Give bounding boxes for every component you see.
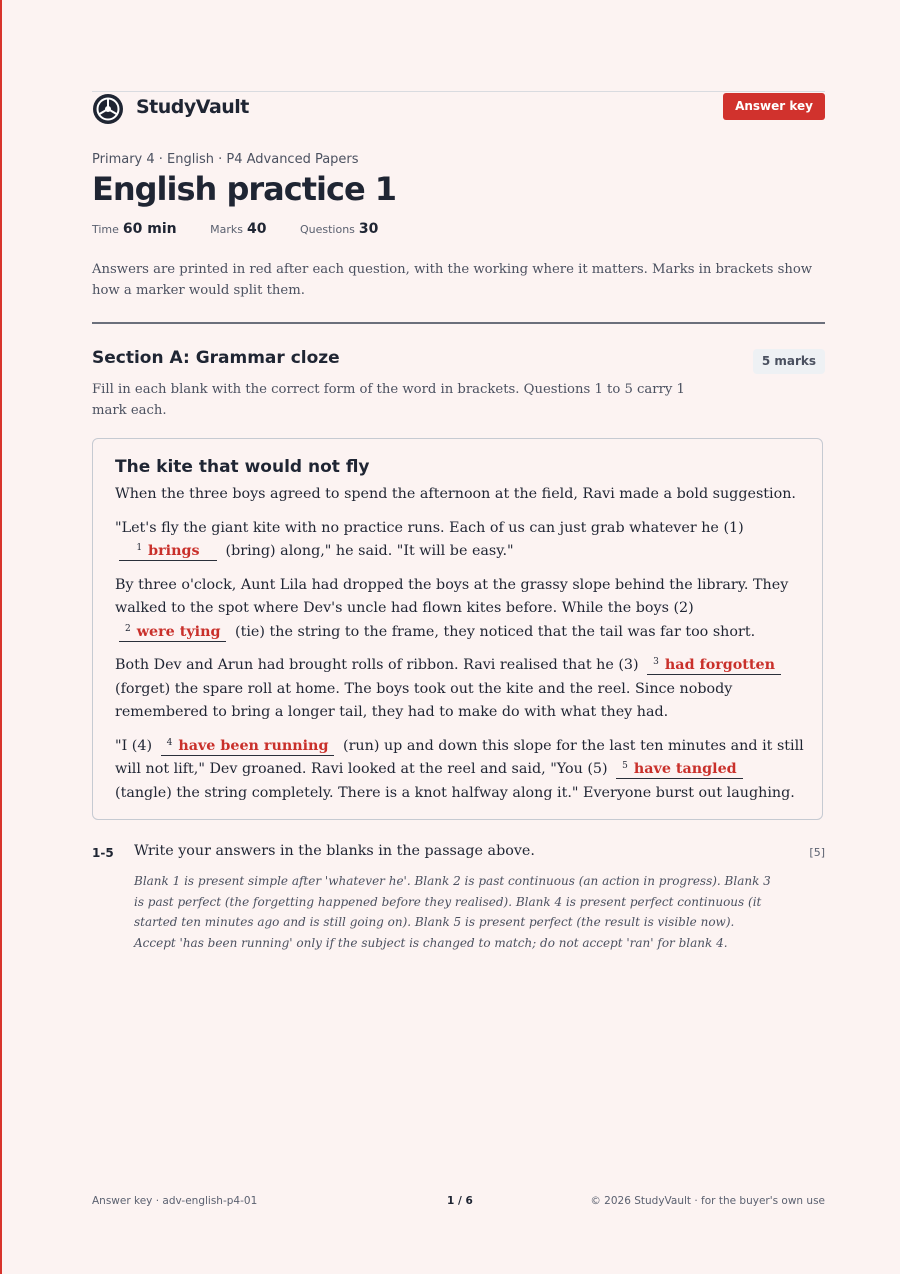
intro-text: Answers are printed in red after each question, with the working where it matters. Marks in brackets show how a marker would split them. <box>92 262 813 298</box>
section-title: Section A: Grammar cloze <box>92 348 340 368</box>
section-marks-badge: 5 marks <box>753 349 825 374</box>
meta-questions-label: Questions <box>299 223 355 236</box>
section-description: Fill in each blank with the correct form of the word in brackets. Questions 1 to 5 carry 1 mark each. <box>92 382 685 418</box>
page-title: English practice 1 <box>92 170 397 208</box>
passage-sentence: "I (4) <box>115 737 153 754</box>
blank-answer: had forgotten <box>664 657 775 673</box>
passage-paragraph <box>115 483 805 507</box>
passage-paragraph <box>115 574 805 645</box>
question-marks: [5] <box>809 846 825 859</box>
blank-answer: have tangled <box>633 761 737 777</box>
passage-sentence: (tangle) the string completely. There is a knot halfway along it." Everyone burst out laughing. <box>115 784 795 801</box>
passage-title: The kite that would not fly <box>115 457 370 477</box>
question-number: 1-5 <box>92 846 114 860</box>
answer-blank-3 <box>647 656 781 675</box>
passage-sentence: When the three boys agreed to spend the afternoon at the field, Ravi made a bold suggestion. <box>115 486 796 502</box>
blank-number: 4 <box>166 737 173 748</box>
paper-meta <box>92 221 408 237</box>
passage-paragraph <box>115 517 805 564</box>
question-text: Write your answers in the blanks in the passage above. <box>134 843 535 859</box>
passage-sentence: (forget) the spare roll at home. The boys took out the kite and the reel. Since nobody remembered to bring a longer tail, they had to make do with what they had. <box>115 680 733 720</box>
breadcrumb: Primary 4 · English · P4 Advanced Papers <box>92 152 359 167</box>
brand-name: StudyVault <box>136 96 249 118</box>
meta-marks-label: Marks <box>210 223 243 236</box>
passage-text <box>115 483 805 815</box>
answer-blank-4 <box>161 737 335 756</box>
passage-sentence: (bring) along," he said. "It will be easy." <box>225 543 514 559</box>
shield-wheel-icon <box>92 93 124 125</box>
answer-blank-2 <box>119 623 226 642</box>
blank-number: 5 <box>622 761 628 771</box>
blank-answer: brings <box>148 543 200 559</box>
footer-doc-id: Answer key · adv-english-p4-01 <box>92 1195 258 1207</box>
meta-time-label: Time <box>92 223 119 236</box>
meta-time-value: 60 min <box>122 221 177 237</box>
passage-box <box>92 438 823 820</box>
passage-paragraph <box>115 735 805 806</box>
blank-number: 1 <box>136 543 143 553</box>
passage-sentence: By three o'clock, Aunt Lila had dropped the boys at the grassy slope behind the library. They walked to the spot where Dev's uncle had flown kites before. While the boys (2) <box>115 576 789 616</box>
meta-time <box>92 221 177 237</box>
page-number: 1 / 6 <box>447 1195 473 1207</box>
blank-answer: have been running <box>178 737 329 754</box>
passage-sentence: (run) up and down this slope for the last ten minutes and it still will not lift," Dev groaned. Ravi looked at the reel and said, "You (5) <box>115 737 804 777</box>
meta-marks-value: 40 <box>247 221 267 237</box>
blank-number: 2 <box>125 623 131 634</box>
section-divider <box>92 322 825 324</box>
header <box>92 93 825 125</box>
page-edge-accent <box>0 0 2 1274</box>
passage-sentence: "Let's fly the giant kite with no practice runs. Each of us can just grab whatever he (1) <box>115 519 744 536</box>
page <box>92 0 825 1274</box>
meta-questions <box>300 221 378 237</box>
blank-answer: were tying <box>136 623 221 640</box>
top-divider <box>92 91 825 92</box>
passage-paragraph <box>115 654 805 725</box>
meta-marks <box>210 221 266 237</box>
answer-key-badge: Answer key <box>723 93 825 120</box>
answer-working: Blank 1 is present simple after 'whatever he'. Blank 2 is past continuous (an action in progress). Blank 3 is past perfect (the forgetting happened before they realised). Blank 4 is present perfect continuous (it started ten minutes ago and is still going on). Blank 5 is present perfect (the result is visible now). Accept 'has been running' only if the subject is changed to match; do not accept 'ran' for blank 4. <box>134 874 771 950</box>
answer-blank-5 <box>616 760 743 779</box>
passage-sentence: (tie) the string to the frame, they noticed that the tail was far too short. <box>235 623 756 640</box>
footer-copyright: © 2026 StudyVault · for the buyer's own use <box>590 1195 825 1207</box>
blank-number: 3 <box>653 657 659 667</box>
passage-sentence: Both Dev and Arun had brought rolls of ribbon. Ravi realised that he (3) <box>115 657 639 673</box>
meta-questions-value: 30 <box>358 221 379 237</box>
answer-blank-1 <box>119 542 217 561</box>
